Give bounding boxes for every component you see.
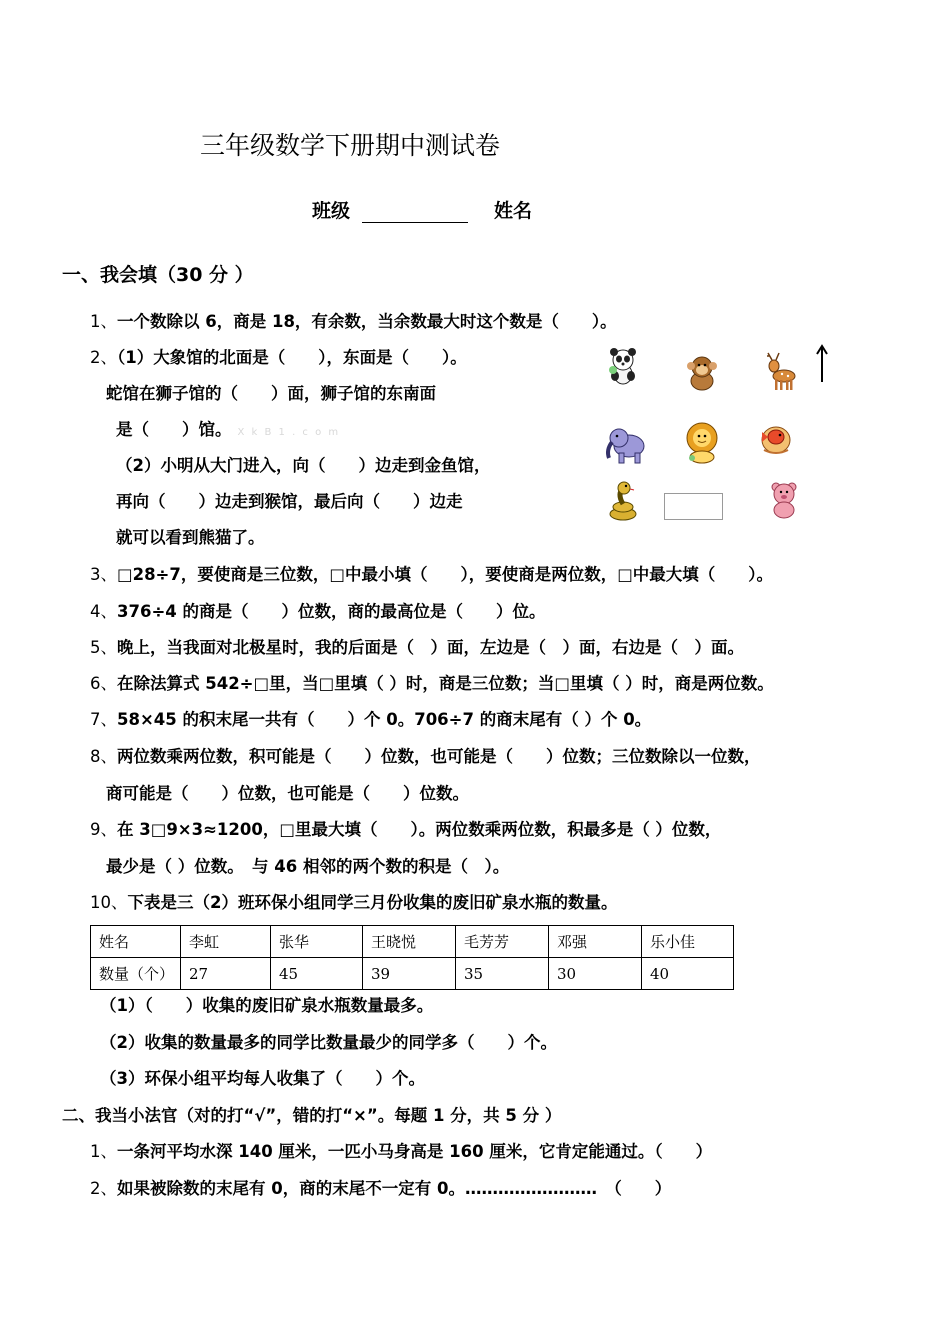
question-number: 2、 [90,348,117,367]
table-cell: 35 [456,958,549,990]
question-9-line-2: 最少是（ ）位数。 与 46 相邻的两个数的积是（ ）。 [106,857,510,876]
question-6 [90,674,774,694]
table-header-row [91,926,734,958]
table-header-cell: 李虹 [181,926,271,958]
question-9-line-1 [90,820,721,840]
table-cell: 39 [363,958,456,990]
question-text: 一个数除以 6，商是 18，有余数，当余数最大时这个数是（ ）。 [117,312,617,331]
table-row-label: 数量（个） [91,958,181,990]
question-text: 376÷4 的商是（ ）位数，商的最高位是（ ）位。 [117,602,546,621]
section-1-heading: 一、我会填（30 分 ） [62,264,254,286]
question-1 [90,312,617,332]
question-number: 1、 [90,312,117,331]
question-4 [90,602,546,622]
elephant-icon [603,420,649,466]
question-number: 1、 [90,1142,117,1161]
question-text: 是（ ）馆。 [116,420,232,439]
table-cell: 40 [642,958,734,990]
page-title: 三年级数学下册期中测试卷 [200,131,501,160]
bear-icon [764,480,804,520]
table-header-cell: 张华 [271,926,363,958]
question-number: 9、 [90,820,117,839]
question-text: 两位数乘两位数，积可能是（ ）位数，也可能是（ ）位数；三位数除以一位数， [117,747,761,766]
question-10 [90,893,617,913]
question-number: 3、 [90,565,117,584]
main-gate-box [664,493,723,520]
watermark: X k B 1 . c o m [237,427,341,438]
question-10-sub-3: （3）环保小组平均每人收集了（ ）个。 [100,1069,425,1088]
question-3 [90,565,773,585]
snake-icon [603,480,643,522]
class-label: 班级 [312,200,351,222]
question-10-sub-2: （2）收集的数量最多的同学比数量最少的同学多（ ）个。 [100,1033,557,1052]
question-number: 5、 [90,638,117,657]
question-number: 2、 [90,1179,117,1198]
question-2-line-5: 再向（ ）边走到猴馆，最后向（ ）边走 [116,492,463,511]
question-10-sub-1: （1）（ ）收集的废旧矿泉水瓶数量最多。 [100,996,434,1015]
table-row [91,958,734,990]
question-2-line-2: 蛇馆在狮子馆的（ ）面，狮子馆的东南面 [106,384,436,403]
question-text: 在 3□9×3≈1200，□里最大填（ ）。两位数乘两位数，积最多是（ ）位数， [117,820,722,839]
class-blank[interactable] [362,204,468,223]
question-text: 一条河平均水深 140 厘米，一匹小马身高是 160 厘米，它肯定能通过。（ ） [117,1142,713,1161]
north-arrow-icon [815,344,829,384]
question-2-line-6: 就可以看到熊猫了。 [116,528,265,547]
lion-icon [680,420,724,464]
bottle-count-table [90,925,734,990]
table-cell: 30 [549,958,642,990]
question-2-line-3 [116,420,340,443]
deer-icon [762,352,802,392]
table-header-cell: 姓名 [91,926,181,958]
question-8-line-2: 商可能是（ ）位数，也可能是（ ）位数。 [106,784,469,803]
question-number: 10、 [90,893,128,912]
question-text: 下表是三（2）班环保小组同学三月份收集的废旧矿泉水瓶的数量。 [127,893,618,912]
question-7 [90,710,651,730]
monkey-icon [682,352,722,392]
question-number: 6、 [90,674,117,693]
table-cell: 45 [271,958,363,990]
question-text: 在除法算式 542÷□里，当□里填（ ）时，商是三位数；当□里填（ ）时，商是两位数。 [117,674,774,693]
judge-question-2 [90,1179,671,1199]
question-text: 晚上，当我面对北极星时，我的后面是（ ）面，左边是（ ）面，右边是（ ）面。 [117,638,744,657]
question-text: 58×45 的积末尾一共有（ ）个 0。706÷7 的商末尾有（ ）个 0。 [117,710,652,729]
question-5 [90,638,744,658]
question-text: □28÷7，要使商是三位数，□中最小填（ ），要使商是两位数，□中最大填（ ）。 [117,565,774,584]
panda-icon [603,346,643,386]
table-header-cell: 邓强 [549,926,642,958]
goldfish-icon [756,418,796,458]
table-header-cell: 乐小佳 [642,926,734,958]
name-label: 姓名 [494,200,533,222]
question-2-line-1 [90,348,467,368]
class-name-line [312,196,532,223]
table-header-cell: 毛芳芳 [456,926,549,958]
section-2-heading: 二、我当小法官（对的打“√”，错的打“×”。每题 1 分，共 5 分 ） [62,1106,562,1125]
question-number: 4、 [90,602,117,621]
question-2-line-4: （2）小明从大门进入，向（ ）边走到金鱼馆， [116,456,491,475]
table-cell: 27 [181,958,271,990]
question-8-line-1 [90,747,761,767]
judge-question-1 [90,1142,712,1162]
question-text: （1）大象馆的北面是（ ），东面是（ ）。 [117,348,467,367]
question-number: 7、 [90,710,117,729]
question-text: 如果被除数的末尾有 0，商的末尾不一定有 0。…………………… （ ） [117,1179,672,1198]
question-number: 8、 [90,747,117,766]
table-header-cell: 王晓悦 [363,926,456,958]
